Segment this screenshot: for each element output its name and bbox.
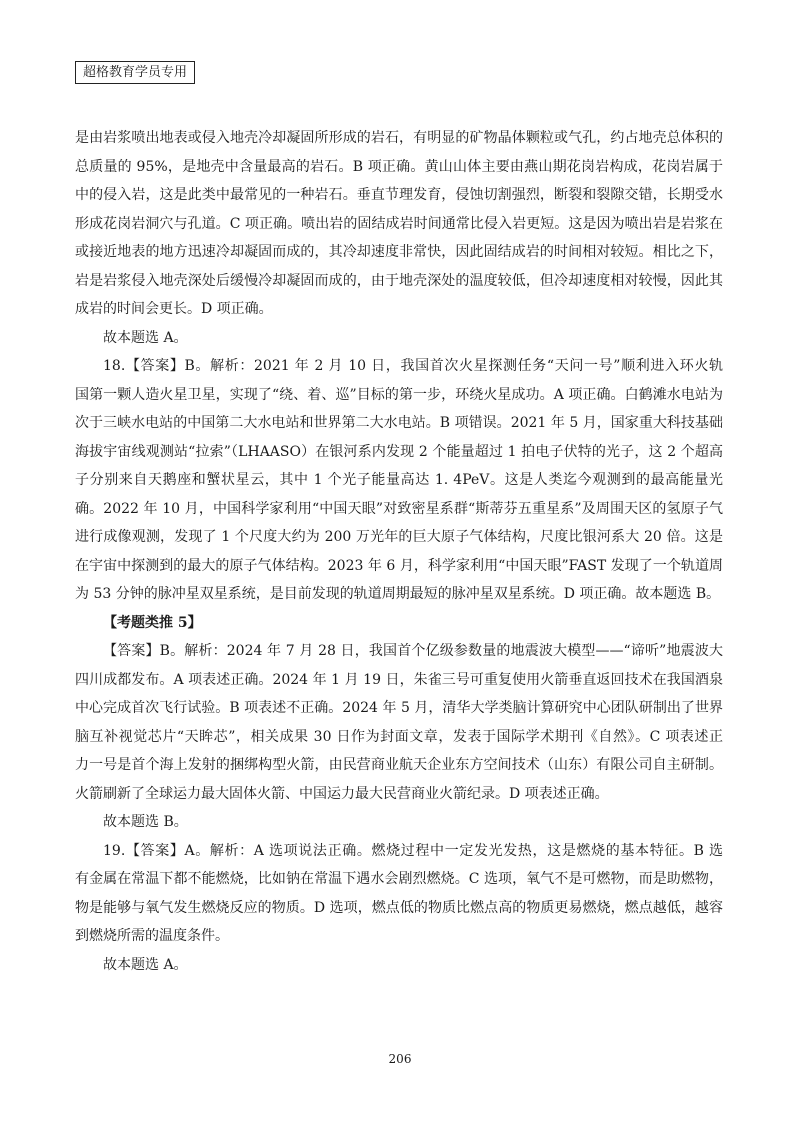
text-line: 次于三峡水电站的中国第二大水电站和世界第二大水电站。B 项错误。2021 年 5 月，国家重大科技基础 (75, 415, 723, 431)
text-line: 故本题选 B。 (103, 814, 188, 830)
text-line: 成岩的时间会更长。D 项正确。 (75, 301, 273, 317)
text-line: 为 53 分钟的脉冲星双星系统，是目前发现的轨道周期最短的脉冲星双星系统。D 项正确。故本题选 B。 (75, 586, 721, 602)
text-line: 故本题选 A。 (103, 956, 188, 973)
text-line: 中的侵入岩，这是此类中最常见的一种岩石。垂直节理发育，侵蚀切割强烈，断裂和裂隙交错，长期受水 (75, 187, 723, 203)
text-line: 子分别来自天鹅座和蟹状星云，其中 1 个光子能量高达 1. 4PeV。这是人类迄今观测到的最高能量光 (75, 472, 723, 488)
text-line: 力一号是首个海上发射的捆绑构型火箭，由民营商业航天企业东方空间技术（山东）有限公司自主研制。 (75, 757, 723, 773)
text-line: 国第一颗人造火星卫星，实现了“绕、着、巡”目标的第一步，环绕火星成功。A 项正确。白鹤滩水电站为 (75, 386, 723, 403)
text-line: 19.【答案】A。解析：A 选项说法正确。燃烧过程中一定发光发热，这是燃烧的基本特征。B 选 (103, 842, 723, 859)
text-line: 物是能够与氧气发生燃烧反应的物质。D 选项，燃点低的物质比燃点高的物质更易燃烧，燃点越低，越容 (75, 899, 723, 916)
header-label: 超格教育学员专用 (75, 61, 195, 84)
document-body (75, 124, 723, 979)
page-number: 206 (388, 1052, 412, 1066)
text-line: 是由岩浆喷出地表或侵入地壳冷却凝固所形成的岩石，有明显的矿物晶体颗粒或气孔，约占地壳总体积的 (75, 130, 723, 146)
text-line: 四川成都发布。A 项表述正确。2024 年 1 月 19 日，朱雀三号可重复使用火箭垂直返回技术在我国酒泉 (75, 671, 723, 688)
text-line: 岩是岩浆侵入地壳深处后缓慢冷却凝固而成的，由于地壳深处的温度较低，但冷却速度相对较慢，因此其 (75, 272, 723, 289)
text-line: 海拔宇宙线观测站“拉索”（LHAASO）在银河系内发现 2 个能量超过 1 拍电子伏特的光子，这 2 个超高 (75, 443, 723, 460)
text-line: 脑互补视觉芯片“天眸芯”，相关成果 30 日作为封面文章，发表于国际学术期刊《自然》。C 项表述正 (75, 728, 723, 745)
text-line: 总质量的 95%，是地壳中含量最高的岩石。B 项正确。黄山山体主要由燕山期花岗岩构成，花岗岩属于 (75, 158, 723, 175)
text-line: 形成花岗岩洞穴与孔道。C 项正确。喷出岩的固结成岩时间通常比侵入岩更短。这是因为喷出岩是岩浆在 (75, 215, 723, 232)
text-line: 到燃烧所需的温度条件。 (75, 928, 229, 944)
text-line: 进行成像观测，发现了 1 个尺度大约为 200 万光年的巨大原子气体结构，尺度比银河系大 20 倍。这是 (75, 529, 723, 545)
text-line: 18.【答案】B。解析：2021 年 2 月 10 日，我国首次火星探测任务“天问一号”顺利进入环火轨 (103, 358, 723, 374)
text-line: 中心完成首次飞行试验。B 项表述不正确。2024 年 5 月，清华大学类脑计算研究中心团队研制出了世界 (75, 700, 723, 716)
text-line: 在宇宙中探测到的最大的原子气体结构。2023 年 6 月，科学家利用“中国天眼”FAST 发现了一个轨道周 (75, 557, 723, 574)
text-line: 【答案】B。解析：2024 年 7 月 28 日，我国首个亿级参数量的地震波大模型——“谛听”地震波大 (103, 643, 723, 659)
text-line: 有金属在常温下都不能燃烧，比如钠在常温下遇水会剧烈燃烧。C 选项，氧气不是可燃物，而是助燃物， (75, 871, 723, 887)
text-line: 或接近地表的地方迅速冷却凝固而成的，其冷却速度非常快，因此固结成岩的时间相对较短。相比之下， (75, 244, 723, 260)
text-line: 火箭刷新了全球运力最大固体火箭、中国运力最大民营商业火箭纪录。D 项表述正确。 (75, 785, 609, 802)
text-line: 【考题类推 5】 (103, 614, 202, 631)
text-line: 确。2022 年 10 月，中国科学家利用“中国天眼”对致密星系群“斯蒂芬五重星系”及周围天区的氢原子气 (75, 500, 723, 517)
text-line: 故本题选 A。 (103, 329, 188, 346)
